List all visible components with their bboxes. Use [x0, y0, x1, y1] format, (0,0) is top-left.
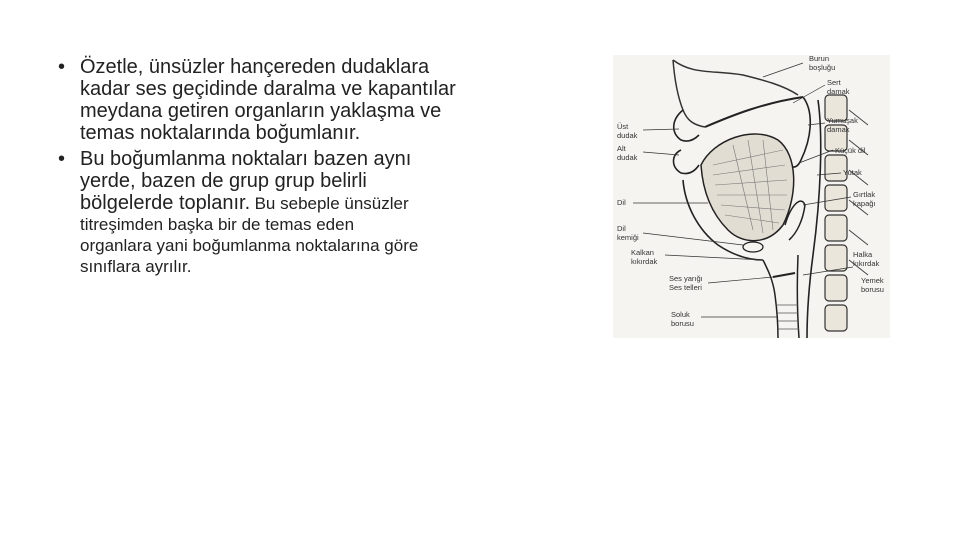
- label-kalkan-2: kıkırdak: [631, 257, 658, 266]
- label-sert-2: damak: [827, 87, 850, 96]
- label-ses-yarigi: Ses yarığı: [669, 274, 703, 283]
- label-soluk: Soluk: [671, 310, 690, 319]
- label-halka-2: kıkırdak: [853, 259, 880, 268]
- label-ust-dudak-2: dudak: [617, 131, 638, 140]
- bullet-line: titreşimden başka bir de temas eden: [80, 215, 355, 234]
- bullet-item: [56, 56, 536, 144]
- vocal-tract-diagram: [613, 55, 890, 338]
- vocal-tract-drawing: [613, 55, 890, 338]
- bullet-line: yerde, bazen de grup grup belirli: [80, 170, 367, 192]
- label-kalkan: Kalkan: [631, 248, 654, 257]
- label-dil-kemigi: Dil: [617, 224, 626, 233]
- label-yumusak: Yumuşak: [827, 116, 858, 125]
- label-halka: Halka: [853, 250, 873, 259]
- label-yemek: Yemek: [861, 276, 884, 285]
- bullet-item: [56, 148, 536, 277]
- label-burun-2: boşluğu: [809, 63, 836, 72]
- bullet-line: Özetle, ünsüzler hançereden dudaklara: [80, 56, 430, 78]
- label-ses-telleri: Ses telleri: [669, 283, 702, 292]
- bullet-line-mixed: [80, 192, 536, 214]
- bullet-line-part: bölgelerde toplanır.: [80, 192, 251, 214]
- bullet-line: meydana getiren organların yaklaşma ve: [80, 100, 442, 122]
- label-soluk-2: borusu: [671, 319, 694, 328]
- label-girtlak: Gırtlak: [853, 190, 876, 199]
- bullet-dot: •: [58, 148, 66, 170]
- bullet-dot: •: [58, 56, 66, 78]
- bullet-line-part: Bu sebeple ünsüzler: [254, 194, 409, 213]
- label-sert: Sert: [827, 78, 841, 87]
- bullet-line: kadar ses geçidinde daralma ve kapantılar: [80, 78, 456, 100]
- label-yutak: Yutak: [843, 168, 862, 177]
- label-ust-dudak: Üst: [617, 122, 629, 131]
- bullet-line: organlara yani boğumlanma noktalarına göre: [80, 236, 419, 255]
- label-dil-kemigi-2: kemiği: [617, 233, 639, 242]
- label-alt-dudak: Alt: [617, 144, 626, 153]
- label-yemek-2: borusu: [861, 285, 884, 294]
- bullet-list: [56, 56, 536, 281]
- label-kucuk-dil: Küçük dil: [835, 146, 866, 155]
- label-girtlak-2: kapağı: [853, 199, 876, 208]
- label-burun: Burun: [809, 55, 830, 63]
- bullet-line: temas noktalarında boğumlanır.: [80, 122, 361, 144]
- bullet-line: Bu boğumlanma noktaları bazen aynı: [80, 148, 412, 170]
- bullet-line: sınıflara ayrılır.: [80, 257, 192, 276]
- label-alt-dudak-2: dudak: [617, 153, 638, 162]
- label-yumusak-2: damak: [827, 125, 850, 134]
- label-dil: Dil: [617, 198, 626, 207]
